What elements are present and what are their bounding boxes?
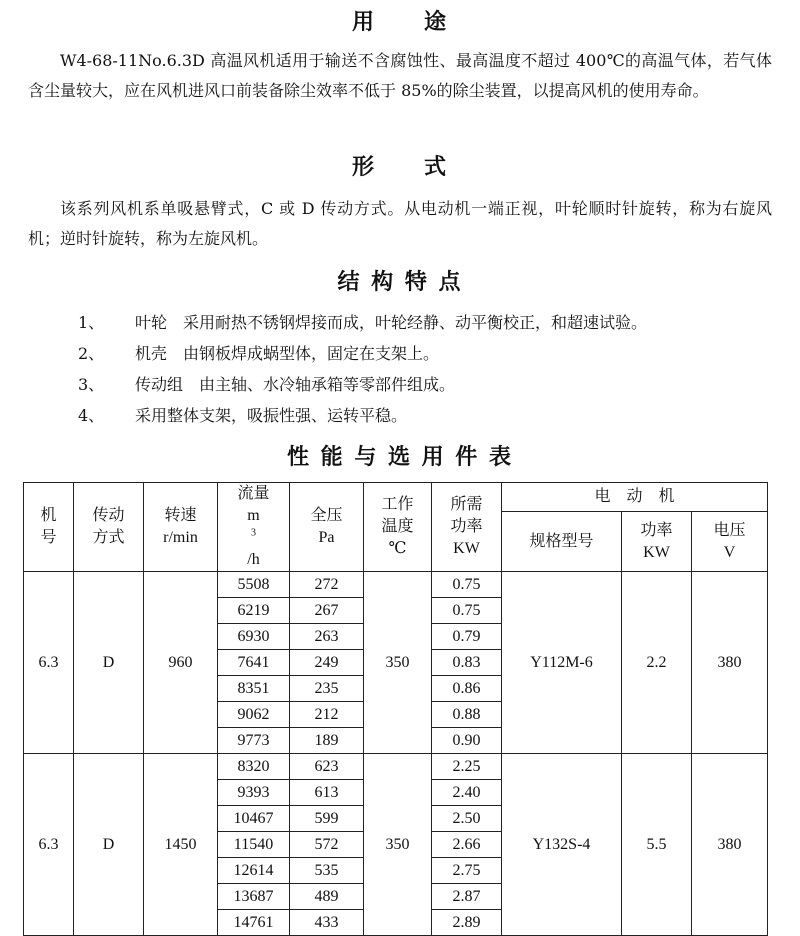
performance-table bbox=[23, 482, 768, 936]
feature-number: 3、 bbox=[78, 375, 105, 394]
cell-pressure: 267 bbox=[290, 598, 364, 624]
cell-power-required: 2.87 bbox=[432, 884, 502, 910]
cell-power-required: 0.88 bbox=[432, 702, 502, 728]
feature-item bbox=[0, 372, 800, 398]
cell-flow: 9773 bbox=[218, 728, 290, 754]
cell-pressure: 613 bbox=[290, 780, 364, 806]
table-row bbox=[24, 572, 768, 598]
header-machine-no: 机 号 bbox=[24, 483, 74, 572]
header-speed: 转速 r/min bbox=[144, 483, 218, 572]
cell-temp: 350 bbox=[364, 754, 432, 936]
cell-flow: 8320 bbox=[218, 754, 290, 780]
cell-flow: 6930 bbox=[218, 624, 290, 650]
cell-power-required: 2.66 bbox=[432, 832, 502, 858]
cell-drive: D bbox=[74, 754, 144, 936]
cell-pressure: 489 bbox=[290, 884, 364, 910]
cell-pressure: 623 bbox=[290, 754, 364, 780]
header-motor-power: 功率 KW bbox=[622, 512, 692, 572]
usage-heading: 用 途 bbox=[351, 9, 448, 35]
header-motor-model: 规格型号 bbox=[502, 512, 622, 572]
cell-machine-no: 6.3 bbox=[24, 572, 74, 754]
cell-flow: 5508 bbox=[218, 572, 290, 598]
header-temp: 工作 温度 ℃ bbox=[364, 483, 432, 572]
feature-item bbox=[0, 403, 800, 429]
cell-motor-model: Y112M-6 bbox=[502, 572, 622, 754]
cell-pressure: 433 bbox=[290, 910, 364, 936]
feature-text: 采用整体支架，吸振性强、运转平稳。 bbox=[135, 406, 408, 425]
cell-flow: 6219 bbox=[218, 598, 290, 624]
cell-flow: 11540 bbox=[218, 832, 290, 858]
cell-motor-voltage: 380 bbox=[692, 572, 768, 754]
cell-power-required: 2.40 bbox=[432, 780, 502, 806]
feature-text: 机壳 由钢板焊成蜗型体，固定在支架上。 bbox=[135, 344, 440, 363]
table-title: 性 能 与 选 用 件 表 bbox=[287, 444, 513, 470]
feature-text: 叶轮 采用耐热不锈钢焊接而成，叶轮经静、动平衡校正，和超速试验。 bbox=[135, 313, 648, 332]
cell-pressure: 263 bbox=[290, 624, 364, 650]
cell-power-required: 2.25 bbox=[432, 754, 502, 780]
cell-power-required: 0.79 bbox=[432, 624, 502, 650]
feature-text: 传动组 由主轴、水冷轴承箱等零部件组成。 bbox=[135, 375, 456, 394]
cell-machine-no: 6.3 bbox=[24, 754, 74, 936]
cell-flow: 7641 bbox=[218, 650, 290, 676]
cell-flow: 13687 bbox=[218, 884, 290, 910]
cell-power-required: 2.50 bbox=[432, 806, 502, 832]
feature-item bbox=[0, 341, 800, 367]
feature-number: 4、 bbox=[78, 406, 105, 425]
form-heading: 形 式 bbox=[351, 154, 448, 180]
cell-pressure: 572 bbox=[290, 832, 364, 858]
cell-flow: 9062 bbox=[218, 702, 290, 728]
cell-temp: 350 bbox=[364, 572, 432, 754]
form-paragraph: 该系列风机系单吸悬臂式，C 或 D 传动方式。从电动机一端正视，叶轮顺时针旋转，称为右旋风机；逆时针旋转，称为左旋风机。 bbox=[28, 199, 772, 248]
cell-power-required: 0.90 bbox=[432, 728, 502, 754]
cell-power-required: 2.89 bbox=[432, 910, 502, 936]
feature-item bbox=[0, 310, 800, 336]
cell-pressure: 535 bbox=[290, 858, 364, 884]
cell-pressure: 235 bbox=[290, 676, 364, 702]
cell-pressure: 249 bbox=[290, 650, 364, 676]
cell-power-required: 0.83 bbox=[432, 650, 502, 676]
cell-motor-model: Y132S-4 bbox=[502, 754, 622, 936]
cell-flow: 9393 bbox=[218, 780, 290, 806]
cell-motor-power: 2.2 bbox=[622, 572, 692, 754]
cell-flow: 10467 bbox=[218, 806, 290, 832]
cell-drive: D bbox=[74, 572, 144, 754]
cell-speed: 1450 bbox=[144, 754, 218, 936]
cell-motor-voltage: 380 bbox=[692, 754, 768, 936]
cell-pressure: 189 bbox=[290, 728, 364, 754]
cell-pressure: 599 bbox=[290, 806, 364, 832]
cell-speed: 960 bbox=[144, 572, 218, 754]
cell-power-required: 0.86 bbox=[432, 676, 502, 702]
header-motor: 电 动 机 bbox=[502, 483, 768, 512]
header-power-required: 所需 功率 KW bbox=[432, 483, 502, 572]
cell-power-required: 0.75 bbox=[432, 572, 502, 598]
cell-flow: 8351 bbox=[218, 676, 290, 702]
feature-number: 2、 bbox=[78, 344, 105, 363]
features-heading: 结 构 特 点 bbox=[337, 269, 463, 295]
cell-pressure: 272 bbox=[290, 572, 364, 598]
table-header bbox=[24, 483, 768, 572]
header-flow: 流量 m $^3$ /h bbox=[218, 483, 290, 572]
cell-power-required: 2.75 bbox=[432, 858, 502, 884]
header-drive: 传动 方式 bbox=[74, 483, 144, 572]
table-row bbox=[24, 754, 768, 780]
cell-power-required: 0.75 bbox=[432, 598, 502, 624]
usage-paragraph: W4-68-11No.6.3D 高温风机适用于输送不含腐蚀性、最高温度不超过 400℃的高温气体，若气体含尘量较大，应在风机进风口前装备除尘效率不低于 85%的除尘装置，以提高风机的使用寿命。 bbox=[28, 51, 772, 100]
table-body bbox=[24, 572, 768, 936]
header-motor-voltage: 电压 V bbox=[692, 512, 768, 572]
cell-flow: 14761 bbox=[218, 910, 290, 936]
cell-pressure: 212 bbox=[290, 702, 364, 728]
cell-flow: 12614 bbox=[218, 858, 290, 884]
cell-motor-power: 5.5 bbox=[622, 754, 692, 936]
header-pressure: 全压 Pa bbox=[290, 483, 364, 572]
feature-number: 1、 bbox=[78, 313, 105, 332]
